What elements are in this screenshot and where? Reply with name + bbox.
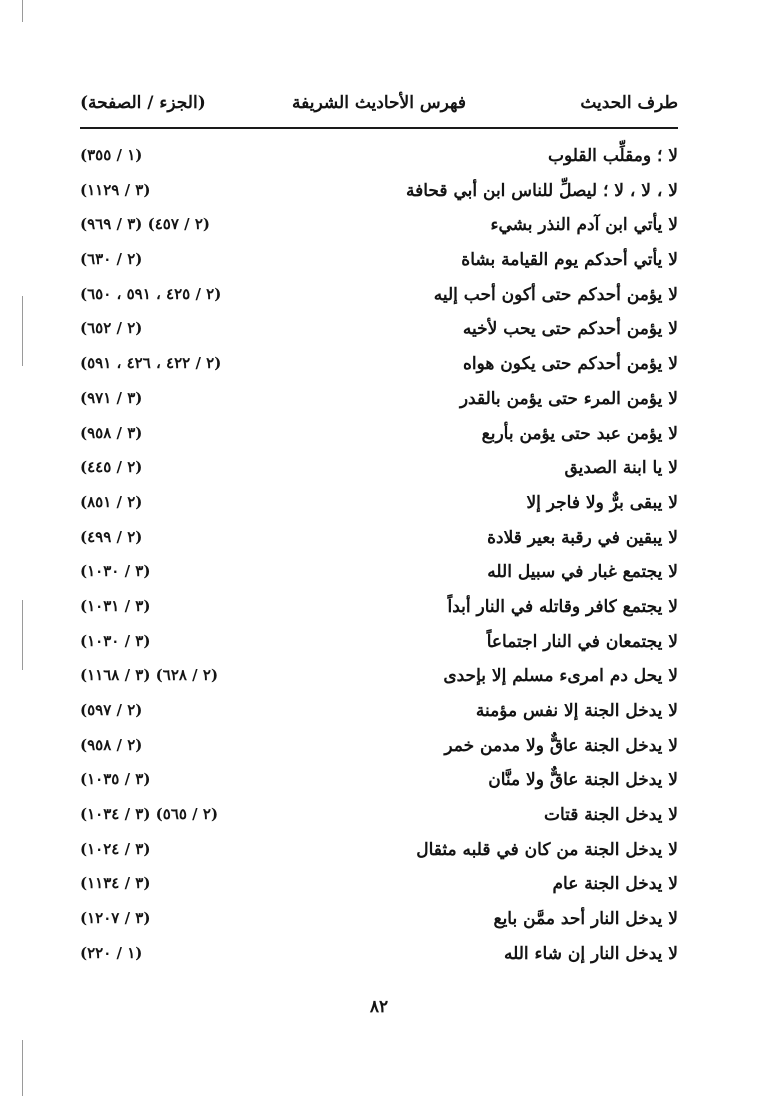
index-entry	[0, 938, 758, 973]
index-entry	[0, 730, 758, 765]
index-entry	[0, 591, 758, 626]
hadith-text: لا يجتمع غبار في سبيل الله	[487, 562, 678, 583]
hadith-text: لا يؤمن عبد حتى يؤمن بأربع	[481, 423, 678, 444]
running-header	[80, 93, 678, 123]
index-entry	[0, 209, 758, 244]
page-edge-mark	[22, 1040, 23, 1096]
hadith-reference: (٣ / ٩٧١)	[80, 388, 143, 407]
page-number: ٨٢	[369, 997, 389, 1017]
hadith-text: لا يؤمن أحدكم حتى أكون أحب إليه	[433, 284, 678, 305]
hadith-text: لا يدخل الجنة إلا نفس مؤمنة	[475, 701, 678, 721]
hadith-text: لا يؤمن أحدكم حتى يكون هواه	[463, 354, 678, 375]
hadith-reference: (٢ / ٦٥٢)	[80, 319, 143, 338]
hadith-reference: (٣ / ١٠٣١)	[80, 596, 151, 615]
page-edge-mark	[22, 0, 23, 22]
index-entry	[0, 799, 758, 834]
hadith-reference: (٣ / ١٠٣٠)	[80, 562, 151, 581]
index-entry	[0, 660, 758, 695]
index-entry	[0, 868, 758, 903]
hadith-reference: (٢ / ٤٤٥)	[80, 458, 143, 477]
hadith-text: لا يحل دم امرىء مسلم إلا بإحدى	[443, 666, 678, 687]
hadith-text: لا يبقين في رقبة بعير قلادة	[487, 527, 678, 548]
hadith-text: لا ؛ ومقلِّب القلوب	[547, 146, 678, 166]
index-entry	[0, 175, 758, 210]
hadith-reference: (٣ / ١١٣٤)	[80, 874, 151, 893]
index-entry	[0, 487, 758, 522]
hadith-reference: (٢ / ٤٩٩)	[80, 527, 143, 546]
hadith-text: لا يدخل النار أحد ممَّن بايع	[493, 909, 678, 930]
header-volume-page: (الجزء / الصفحة)	[80, 93, 206, 113]
index-entry	[0, 279, 758, 314]
hadith-reference: (٢ / ٩٥٨)	[80, 735, 143, 754]
index-entry	[0, 140, 758, 175]
index-entry	[0, 418, 758, 453]
hadith-reference: (٢ / ٨٥١)	[80, 492, 143, 511]
hadith-reference: (٢ / ٦٢٨) (٣ / ١١٦٨)	[80, 666, 219, 685]
hadith-text: لا يجتمعان في النار اجتماعاً	[486, 631, 678, 652]
hadith-reference: (٢ / ٦٣٠)	[80, 250, 143, 269]
index-entry	[0, 556, 758, 591]
index-entry	[0, 764, 758, 799]
index-entry	[0, 626, 758, 661]
hadith-reference: (٢ / ٥٩٧)	[80, 701, 143, 719]
hadith-reference: (١ / ٢٢٠)	[80, 943, 143, 962]
hadith-text: لا يؤمن المرء حتى يؤمن بالقدر	[459, 388, 678, 409]
hadith-reference: (٢ / ٤٢٥ ، ٥٩١ ، ٦٥٠)	[80, 284, 222, 303]
index-entry	[0, 348, 758, 383]
index-entry	[0, 903, 758, 938]
hadith-reference: (٢ / ٤٢٢ ، ٤٢٦ ، ٥٩١)	[80, 354, 222, 373]
header-hadith-start: طرف الحديث	[580, 93, 678, 113]
hadith-text: لا يدخل الجنة عاقٌّ ولا مدمن خمر	[444, 735, 678, 756]
index-entry	[0, 452, 758, 487]
hadith-reference: (٣ / ١٠٣٠)	[80, 631, 151, 650]
hadith-reference: (٣ / ٩٥٨)	[80, 423, 143, 442]
hadith-text: لا يجتمع كافر وقاتله في النار أبداً	[447, 596, 678, 617]
index-entry	[0, 383, 758, 418]
hadith-text: لا يدخل النار إن شاء الله	[503, 943, 678, 964]
hadith-text: لا يدخل الجنة عام	[552, 874, 678, 895]
index-entry	[0, 244, 758, 279]
index-entry	[0, 834, 758, 869]
hadith-text: لا يؤمن أحدكم حتى يحب لأخيه	[462, 319, 678, 340]
header-rule	[80, 127, 678, 129]
hadith-text: لا ، لا ، لا ؛ ليصلِّ للناس ابن أبي قحافة	[406, 180, 678, 201]
hadith-reference: (٣ / ١٠٣٥)	[80, 770, 151, 789]
index-entry	[0, 522, 758, 557]
index-entry	[0, 313, 758, 348]
hadith-text: لا يدخل الجنة عاقٌّ ولا منَّان	[488, 770, 678, 791]
header-index-title: فهرس الأحاديث الشريفة	[292, 93, 466, 113]
hadith-text: لا يبقى برٌّ ولا فاجر إلا	[526, 492, 678, 513]
hadith-text: لا يدخل الجنة قتات	[543, 805, 678, 826]
hadith-reference: (٢ / ٤٥٧) (٣ / ٩٦٩)	[80, 215, 210, 234]
hadith-text: لا يأتي أحدكم يوم القيامة بشاة	[461, 250, 678, 271]
hadith-text: لا يدخل الجنة من كان في قلبه مثقال	[416, 839, 678, 860]
hadith-reference: (٢ / ٥٦٥) (٣ / ١٠٣٤)	[80, 805, 219, 824]
hadith-reference: (٣ / ١٠٢٤)	[80, 839, 151, 858]
hadith-reference: (١ / ٣٥٥)	[80, 146, 143, 164]
hadith-reference: (٣ / ١١٢٩)	[80, 180, 151, 199]
hadith-index-list	[0, 140, 758, 973]
hadith-reference: (٣ / ١٢٠٧)	[80, 909, 151, 928]
hadith-text: لا يا ابنة الصديق	[564, 458, 678, 479]
index-entry	[0, 695, 758, 730]
hadith-text: لا يأتي ابن آدم النذر بشيء	[490, 215, 678, 236]
